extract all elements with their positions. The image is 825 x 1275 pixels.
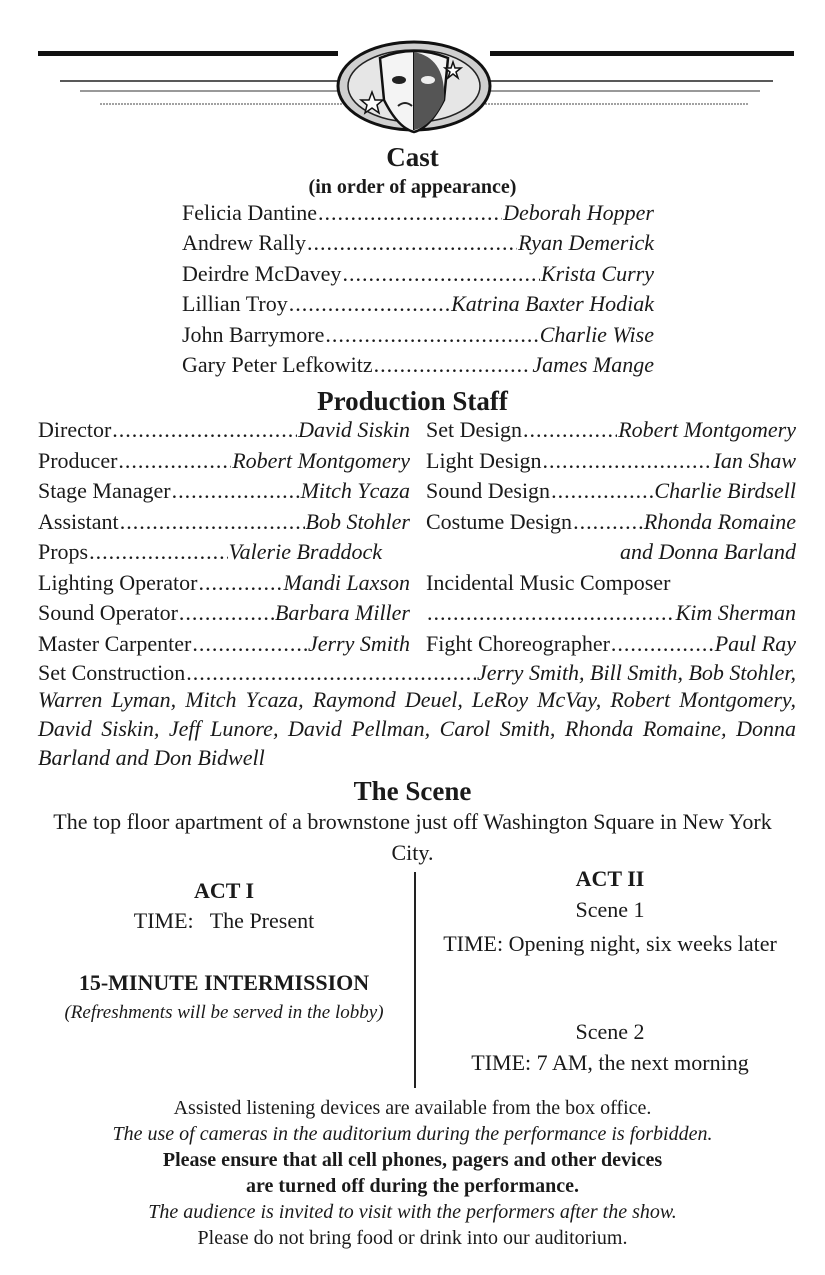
staff-role: Light Design: [426, 448, 542, 473]
staff-role: Sound Design: [426, 478, 551, 503]
cast-row: [182, 350, 654, 380]
costume-design-continued: and Donna Barland: [620, 539, 796, 564]
scene-heading: The Scene: [353, 776, 472, 806]
staff-name: David Siskin: [298, 417, 410, 442]
staff-row: [426, 446, 796, 476]
staff-row: [38, 507, 410, 537]
staff-role: Costume Design: [426, 509, 573, 534]
staff-role: Sound Operator: [38, 600, 178, 625]
staff-role: Set Design: [426, 417, 522, 442]
set-construction-row: [38, 658, 796, 688]
staff-name: Valerie Braddock: [228, 539, 382, 564]
staff-role: Set Construction: [38, 660, 186, 685]
staff-row: [38, 476, 410, 506]
actor-name: James Mange: [532, 352, 654, 377]
note-visit-performers: The audience is invited to visit with the performers after the show.: [148, 1201, 677, 1223]
note-cameras: The use of cameras in the auditorium during the performance is forbidden.: [112, 1123, 713, 1145]
music-composer-role: Incidental Music Composer: [426, 570, 671, 595]
music-composer-name: Kim Sherman: [675, 600, 796, 625]
role-name: Gary Peter Lefkowitz: [182, 352, 373, 377]
production-staff-heading: Production Staff: [317, 386, 508, 416]
intermission-note: (Refreshments will be served in the lobby): [64, 1002, 384, 1023]
staff-role: Assistant: [38, 509, 119, 534]
actor-name: Ryan Demerick: [518, 230, 654, 255]
theater-mask-emblem-icon: [0, 0, 825, 140]
act2-scene1-time: TIME: Opening night, six weeks later: [443, 931, 777, 956]
audience-notes: [40, 1095, 785, 1251]
note-no-food: Please do not bring food or drink into our auditorium.: [197, 1227, 628, 1249]
staff-role: Stage Manager: [38, 478, 171, 503]
actor-name: Krista Curry: [540, 261, 654, 286]
staff-name: Ian Shaw: [713, 448, 796, 473]
act2-scene1-label: Scene 1: [575, 897, 645, 922]
staff-role: Lighting Operator: [38, 570, 198, 595]
act1-time: TIME: The Present: [133, 908, 315, 933]
staff-name: Jerry Smith, Bill Smith, Bob Stohler,: [477, 660, 796, 685]
act2-title: ACT II: [575, 866, 645, 891]
actor-name: Deborah Hopper: [503, 200, 654, 225]
staff-role: Fight Choreographer: [426, 631, 610, 656]
note-cell-phones: Please ensure that all cell phones, pagers and other devices: [162, 1149, 663, 1171]
staff-name: Paul Ray: [714, 631, 796, 656]
staff-row: [38, 629, 410, 659]
scene-description: The top floor apartment of a brownstone just off Washington Square in New York City.: [53, 809, 772, 865]
staff-name: Barbara Miller: [274, 600, 410, 625]
mask-badge: [338, 42, 490, 132]
cast-row: [182, 320, 654, 350]
cast-row: [182, 198, 654, 228]
cast-row: [182, 289, 654, 319]
staff-role: Director: [38, 417, 112, 442]
staff-name: Mandi Laxson: [283, 570, 410, 595]
staff-row: [426, 415, 796, 445]
staff-row: [38, 537, 410, 567]
actor-name: Charlie Wise: [539, 322, 654, 347]
staff-name: Bob Stohler: [305, 509, 410, 534]
role-name: John Barrymore: [182, 322, 325, 347]
act-divider: [414, 872, 416, 1088]
staff-role: Props: [38, 539, 89, 564]
staff-row: [38, 568, 410, 598]
act2-scene2-time: TIME: 7 AM, the next morning: [471, 1050, 749, 1075]
cast-heading: Cast: [386, 142, 439, 172]
staff-row: [426, 598, 796, 628]
staff-row: [426, 476, 796, 506]
staff-role: Master Carpenter: [38, 631, 192, 656]
role-name: Lillian Troy: [182, 291, 288, 316]
cast-row: [182, 228, 654, 258]
staff-name: Charlie Birdsell: [654, 478, 796, 503]
staff-row: [38, 446, 410, 476]
staff-row: [38, 415, 410, 445]
staff-row: [38, 598, 410, 628]
staff-name: Jerry Smith: [307, 631, 410, 656]
staff-row: [426, 507, 796, 537]
actor-name: Katrina Baxter Hodiak: [451, 291, 654, 316]
cast-subheading: (in order of appearance): [308, 176, 517, 198]
intermission-title: 15-MINUTE INTERMISSION: [78, 970, 370, 995]
staff-name: Rhonda Romaine: [643, 509, 796, 534]
role-name: Felicia Dantine: [182, 200, 318, 225]
note-turned-off: are turned off during the performance.: [246, 1175, 579, 1197]
cast-row: [182, 259, 654, 289]
staff-name: Robert Montgomery: [618, 417, 796, 442]
staff-name: Robert Montgomery: [232, 448, 410, 473]
role-name: Andrew Rally: [182, 230, 307, 255]
staff-name: Mitch Ycaza: [300, 478, 410, 503]
role-name: Deirdre McDavey: [182, 261, 342, 286]
staff-role: Producer: [38, 448, 118, 473]
note-listening-devices: Assisted listening devices are available from the box office.: [173, 1097, 652, 1119]
act2-scene2-label: Scene 2: [575, 1019, 645, 1044]
staff-row: [426, 629, 796, 659]
act1-title: ACT I: [193, 878, 255, 903]
set-construction-crew: Warren Lyman, Mitch Ycaza, Raymond Deuel, LeRoy McVay, Robert Montgomery, David Siskin, Jeff Lunore, David Pellman, Carol Smith, Rhonda Romaine, Donna Barland and Don Bidwell: [38, 687, 796, 770]
